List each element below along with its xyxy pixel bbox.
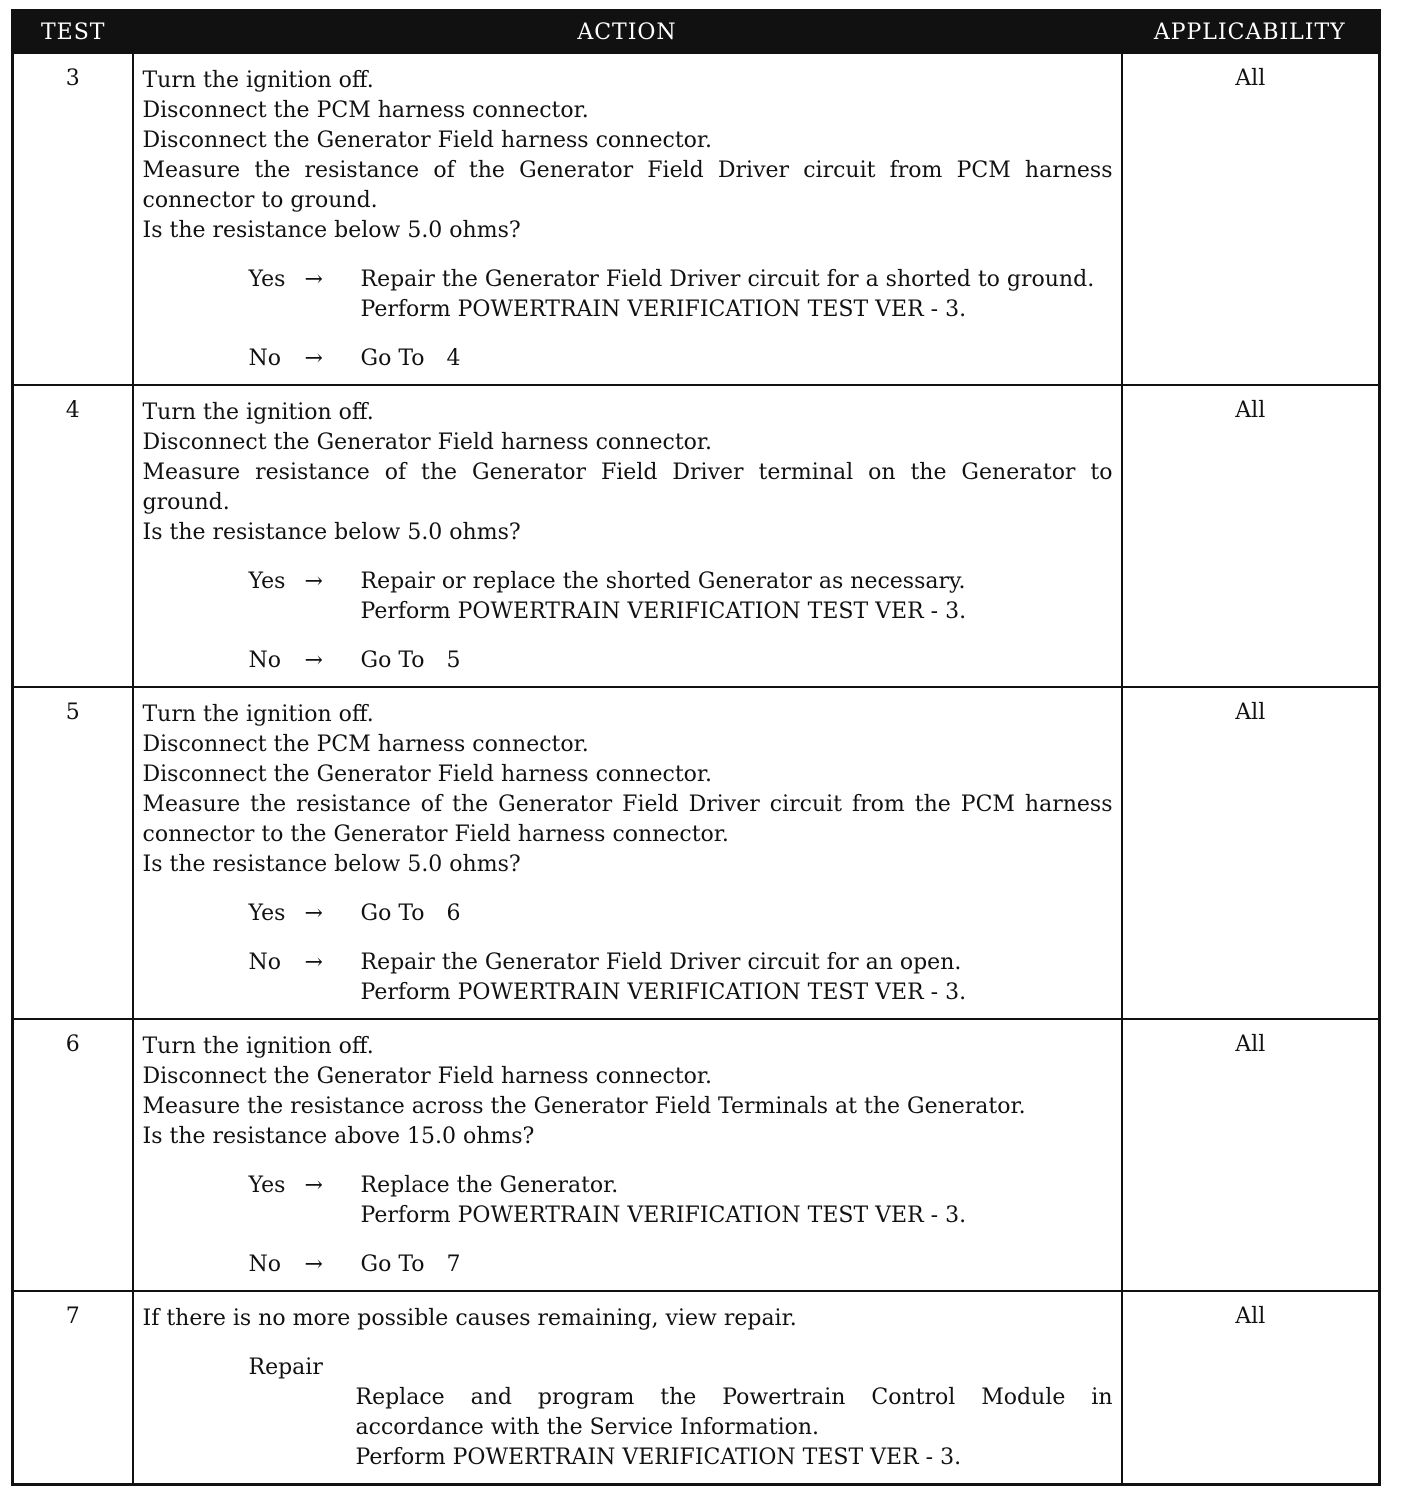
arrow-icon: → [304, 346, 323, 371]
step: If there is no more possible causes remaining, view repair. [142, 1306, 797, 1331]
test-action [133, 53, 1122, 385]
yes-label: Yes [248, 569, 286, 594]
test-number: 3 [13, 53, 133, 385]
step: Turn the ignition off. [142, 68, 374, 93]
step: Disconnect the PCM harness connector. [142, 732, 589, 757]
applicability-value: All [1122, 53, 1380, 385]
no-branch [143, 1250, 1113, 1280]
repair-label: Repair [248, 1355, 323, 1380]
yes-branch [143, 567, 1113, 627]
no-label: No [248, 648, 281, 673]
test-number: 7 [13, 1291, 133, 1485]
test-row [13, 53, 1380, 385]
step: Measure the resistance across the Generator Field Terminals at the Generator. [142, 1094, 1026, 1119]
applicability-value: All [1122, 687, 1380, 1019]
goto-link[interactable]: Go To 7 [360, 1252, 461, 1277]
yes-branch [143, 1171, 1113, 1231]
yes-result: Repair or replace the shorted Generator as necessary. Perform POWERTRAIN VERIFICATION TEST VER - 3. [360, 569, 967, 624]
no-label: No [248, 950, 281, 975]
step: Measure the resistance of the Generator Field Driver circuit from PCM harness connector to ground. [142, 158, 1113, 213]
test-row [13, 1019, 1380, 1291]
test-number: 6 [13, 1019, 133, 1291]
question: Is the resistance below 5.0 ohms? [142, 520, 521, 545]
test-number: 5 [13, 687, 133, 1019]
test-number: 4 [13, 385, 133, 687]
no-label: No [248, 1252, 281, 1277]
test-row [13, 1291, 1380, 1485]
yes-label: Yes [248, 267, 286, 292]
step: Disconnect the PCM harness connector. [142, 98, 589, 123]
arrow-icon: → [304, 1173, 323, 1198]
header-test: TEST [13, 11, 133, 54]
test-action [133, 1291, 1122, 1485]
step: Measure the resistance of the Generator Field Driver circuit from the PCM harness connector to the Generator Field harness connector. [142, 792, 1113, 847]
arrow-icon: → [304, 950, 323, 975]
step: Disconnect the Generator Field harness connector. [142, 1064, 712, 1089]
question: Is the resistance above 15.0 ohms? [142, 1124, 535, 1149]
yes-result: Replace the Generator. Perform POWERTRAIN VERIFICATION TEST VER - 3. [360, 1173, 967, 1228]
step: Disconnect the Generator Field harness connector. [142, 430, 712, 455]
header-action: ACTION [133, 11, 1122, 54]
step: Disconnect the Generator Field harness connector. [142, 762, 712, 787]
yes-result: Repair the Generator Field Driver circuit for a shorted to ground. Perform POWERTRAIN VERIFICATION TEST VER - 3. [360, 267, 1095, 322]
no-branch [143, 948, 1113, 1008]
step: Disconnect the Generator Field harness connector. [142, 128, 712, 153]
arrow-icon: → [304, 1252, 323, 1277]
no-label: No [248, 346, 281, 371]
test-action [133, 687, 1122, 1019]
applicability-value: All [1122, 1019, 1380, 1291]
step: Turn the ignition off. [142, 400, 374, 425]
step: Measure resistance of the Generator Field Driver terminal on the Generator to ground. [142, 460, 1113, 515]
test-row [13, 687, 1380, 1019]
arrow-icon: → [304, 901, 323, 926]
applicability-value: All [1122, 385, 1380, 687]
no-result: Repair the Generator Field Driver circuit for an open. Perform POWERTRAIN VERIFICATION TEST VER - 3. [360, 950, 967, 1005]
question: Is the resistance below 5.0 ohms? [142, 852, 521, 877]
yes-label: Yes [248, 901, 286, 926]
yes-branch [143, 265, 1113, 325]
applicability-value: All [1122, 1291, 1380, 1485]
question: Is the resistance below 5.0 ohms? [142, 218, 521, 243]
arrow-icon: → [304, 648, 323, 673]
no-branch [143, 646, 1113, 676]
diagnostic-test-table [11, 9, 1381, 1486]
header-applicability: APPLICABILITY [1122, 11, 1380, 54]
repair-instructions: Replace and program the Powertrain Control Module in accordance with the Service Information. Perform POWERTRAIN VERIFICATION TEST VER - 3. [355, 1385, 1113, 1470]
yes-label: Yes [248, 1173, 286, 1198]
header-row [13, 11, 1380, 54]
test-row [13, 385, 1380, 687]
step: Turn the ignition off. [142, 1034, 374, 1059]
test-action [133, 385, 1122, 687]
step: Turn the ignition off. [142, 702, 374, 727]
arrow-icon: → [304, 267, 323, 292]
goto-link[interactable]: Go To 6 [360, 901, 461, 926]
no-branch [143, 344, 1113, 374]
test-action [133, 1019, 1122, 1291]
yes-branch [143, 899, 1113, 929]
goto-link[interactable]: Go To 4 [360, 346, 461, 371]
goto-link[interactable]: Go To 5 [360, 648, 461, 673]
arrow-icon: → [304, 569, 323, 594]
